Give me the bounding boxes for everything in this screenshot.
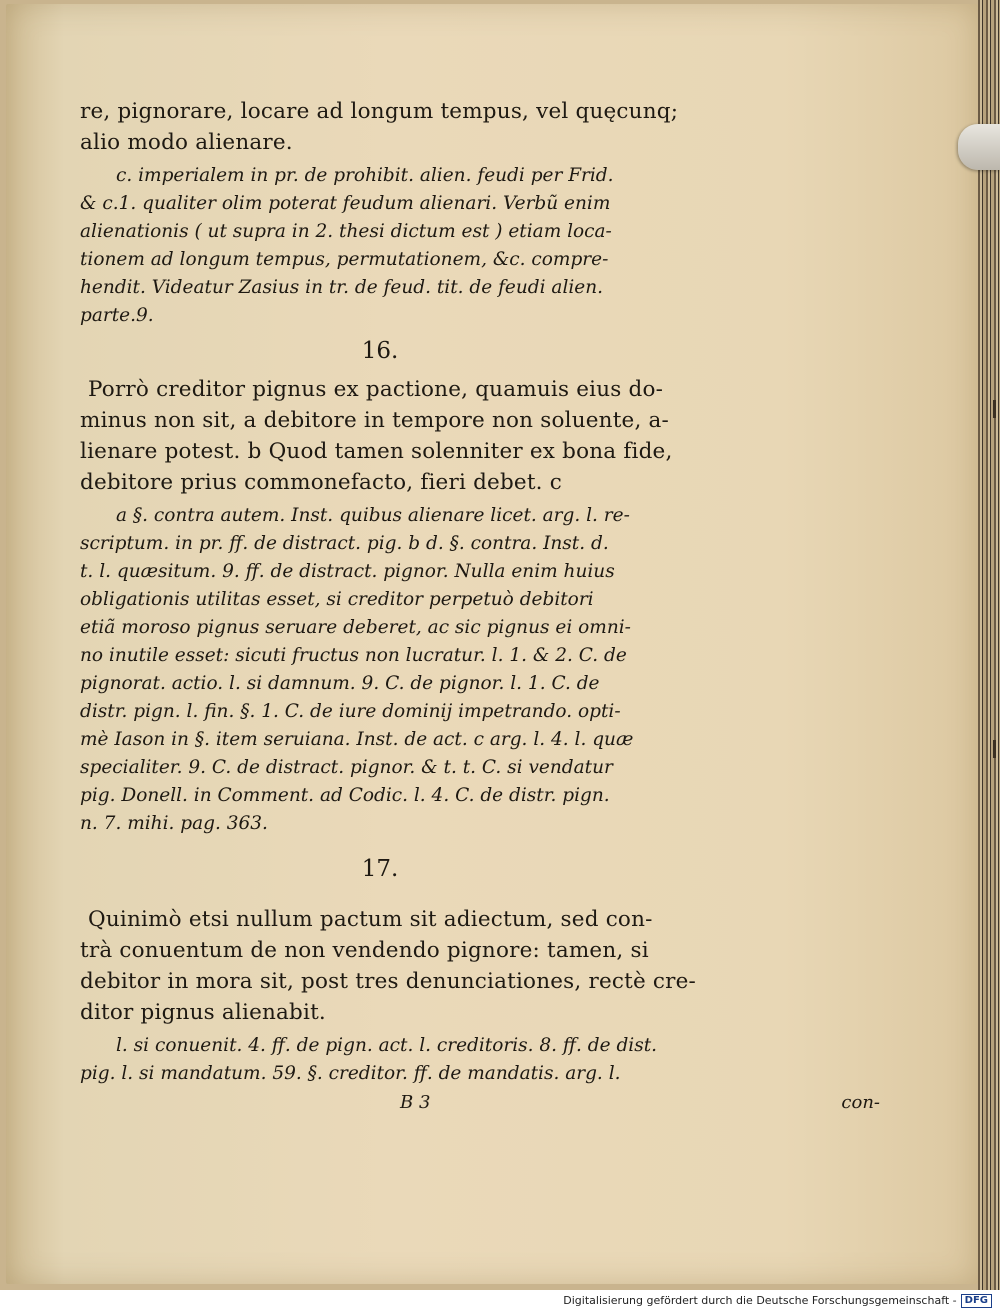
page-text — [80, 96, 880, 1113]
text-line: Porrò creditor pignus ex pactione, quamuis eius do- — [88, 377, 664, 402]
page-edge-mark — [993, 400, 996, 418]
footnote-17 — [80, 1032, 660, 1088]
note-line: no inutile esset: sicuti fructus non lucratur. l. 1. & 2. C. de — [80, 645, 627, 666]
credit-text: Digitalisierung gefördert durch die Deutsche Forschungsgemeinschaft - — [563, 1294, 957, 1307]
note-line: & c.1. qualiter olim poterat feudum alienari. Verbũ enim — [80, 193, 611, 214]
text-line: debitor in mora sit, post tres denunciationes, rectè cre- — [80, 969, 697, 994]
note-line: t. l. quæsitum. 9. ff. de distract. pignor. Nulla enim huius — [80, 561, 615, 582]
note-line: distr. pign. l. fin. §. 1. C. de iure dominij impetrando. opti- — [80, 701, 621, 722]
note-line: tionem ad longum tempus, permutationem, &c. compre- — [80, 249, 609, 270]
page-edge-mark — [993, 740, 996, 758]
paragraph-16 — [80, 374, 673, 498]
page-edges — [978, 0, 1000, 1290]
text-line: trà conuentum de non vendendo pignore: tamen, si — [80, 938, 649, 963]
catchword: con- — [841, 1092, 880, 1113]
bookmark-clip — [958, 124, 1000, 170]
dfg-logo[interactable]: DFG — [961, 1294, 992, 1308]
note-line: parte.9. — [80, 305, 154, 326]
note-line: alienationis ( ut supra in 2. thesi dictum est ) etiam loca- — [80, 221, 612, 242]
note-line: pig. l. si mandatum. 59. §. creditor. ff. de mandatis. arg. l. — [80, 1063, 621, 1084]
text-line: lienare potest. b Quod tamen solenniter ex bona fide, — [80, 439, 673, 464]
note-line: n. 7. mihi. pag. 363. — [80, 813, 268, 834]
page-foot — [400, 1092, 880, 1113]
note-line: etiã moroso pignus seruare deberet, ac sic pignus ei omni- — [80, 617, 631, 638]
footnote-1 — [80, 162, 660, 330]
text-line: Quinimò etsi nullum pactum sit adiectum, sed con- — [88, 907, 653, 932]
top-lines — [80, 96, 679, 158]
section-number-16: 16. — [361, 338, 399, 364]
note-line: obligationis utilitas esset, si creditor perpetuò debitori — [80, 589, 594, 610]
note-line: pig. Donell. in Comment. ad Codic. l. 4. C. de distr. pign. — [80, 785, 610, 806]
paragraph-17 — [80, 904, 697, 1028]
credit-bar — [0, 1290, 1000, 1311]
note-line: pignorat. actio. l. si damnum. 9. C. de pignor. l. 1. C. de — [80, 673, 600, 694]
note-line: scriptum. in pr. ff. de distract. pig. b d. §. contra. Inst. d. — [80, 533, 609, 554]
note-line: mè Iason in §. item seruiana. Inst. de act. c arg. l. 4. l. quæ — [80, 729, 634, 750]
footnote-16 — [80, 502, 660, 838]
note-line: specialiter. 9. C. de distract. pignor. & t. t. C. si vendatur — [80, 757, 613, 778]
note-line: hendit. Videatur Zasius in tr. de feud. tit. de feudi alien. — [80, 277, 604, 298]
signature-mark: B 3 — [400, 1092, 431, 1113]
section-number-17: 17. — [361, 856, 399, 882]
text-line: minus non sit, a debitore in tempore non soluente, a- — [80, 408, 670, 433]
note-line: a §. contra autem. Inst. quibus alienare licet. arg. l. re- — [116, 505, 630, 526]
note-line: l. si conuenit. 4. ff. de pign. act. l. creditoris. 8. ff. de dist. — [116, 1035, 658, 1056]
text-line: debitore prius commonefacto, fieri debet. c — [80, 470, 562, 495]
note-line: c. imperialem in pr. de prohibit. alien. feudi per Frid. — [116, 165, 614, 186]
text-line: alio modo alienare. — [80, 130, 293, 155]
text-line: re, pignorare, locare ad longum tempus, vel quęcunq; — [80, 99, 679, 124]
text-line: ditor pignus alienabit. — [80, 1000, 326, 1025]
